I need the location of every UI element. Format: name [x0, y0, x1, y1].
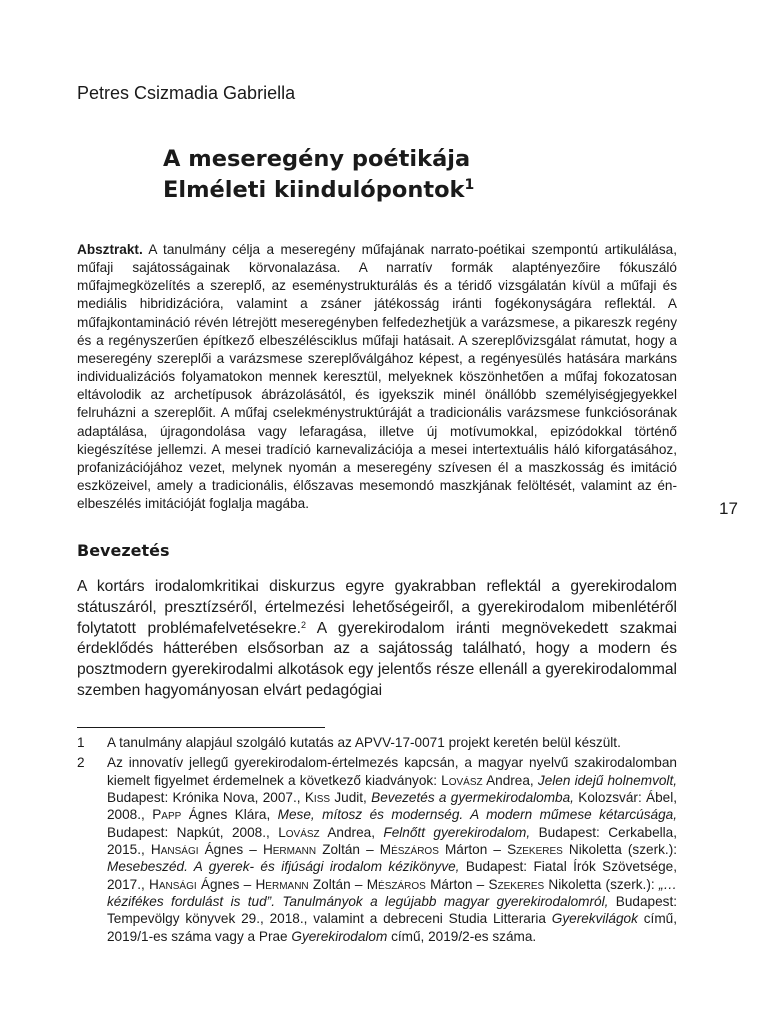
author-surname: Szekeres: [488, 876, 545, 892]
footnote-text-segment: Budapest: Fiatal Írók Szövetsége, 2017.,: [107, 859, 677, 892]
footnote-text-segment: Budapest: Napkút, 2008.,: [107, 824, 279, 840]
footnote-1: [77, 734, 677, 751]
footnote-number: 2: [77, 755, 85, 771]
footnote-separator: [77, 727, 325, 728]
footnote-text-segment: Nikoletta (szerk.):: [544, 876, 659, 892]
footnote-text-segment: Nikoletta (szerk.):: [562, 842, 677, 858]
footnote-text-segment: Ágnes Klára,: [181, 807, 278, 823]
footnote-text-segment: Budapest: Cerkabella, 2015.,: [107, 824, 678, 858]
body-footnote-ref: 2: [300, 619, 306, 630]
author-surname: Lovász: [441, 772, 483, 788]
citation-title: „…kézifékes fordulást is tud”. Tanulmányok a legújabb magyar gyerekirodalomról,: [107, 876, 678, 910]
citation-title: Mese, mítosz és modernség. A modern műmese kétarcúsága,: [277, 807, 677, 823]
footnote-number: 1: [77, 735, 85, 750]
footnote-2: [77, 754, 677, 945]
section-heading: Bevezetés: [77, 541, 170, 560]
paper-title: [163, 144, 643, 206]
footnote-text-segment: Andrea,: [319, 824, 384, 840]
footnote-text-segment: Judit,: [330, 790, 372, 806]
body-text-part-2: A gyerekirodalom iránti megnövekedett szakmai érdeklődés hátterében elsősorban az a sajátosság található, hogy a modern és posztmodern gyerekirodalmi alkotások egy jelentős része ellenáll a gyerekirodalommal szemben hagyományosan elvárt pedagógiai: [77, 619, 677, 699]
footnote-text-segment: című, 2019/1-es száma vagy a Prae: [107, 911, 677, 944]
page-number: 17: [719, 499, 738, 518]
author-surname: Mészáros: [366, 876, 426, 892]
body-text-part-1: A kortárs irodalomkritikai diskurzus egyre gyakrabban reflektál a gyerekirodalom státuszáról, presztízséről, értelmezési lehetőségeiről, a gyerekirodalom mibenlétéről folytatott problémafelvetésekre.: [77, 578, 677, 637]
title-line-1: A meseregény poétikája: [163, 146, 471, 172]
abstract-label: Absztrakt.: [77, 242, 143, 257]
citation-title: Bevezetés a gyermekirodalomba,: [371, 790, 574, 806]
footnote-text-segment: Ágnes –: [196, 876, 256, 892]
author-surname: Mészáros: [379, 842, 439, 858]
author-name: Petres Csizmadia Gabriella: [77, 83, 296, 103]
author-surname: Hansági: [149, 876, 197, 892]
author-surname: Hansági: [150, 842, 199, 858]
footnote-text-segment: Márton –: [425, 876, 489, 892]
title-line-2: [163, 175, 643, 206]
footnote-text-segment: Márton –: [438, 842, 508, 858]
author-surname: Hermann: [255, 876, 309, 892]
citation-title: Gyerekvilágok: [551, 911, 638, 927]
body-paragraph: [77, 577, 677, 702]
author-surname: Hermann: [262, 842, 317, 858]
footnote-text: [107, 754, 677, 945]
abstract-text: A tanulmány célja a meseregény műfajának narrato-poétikai szempontú artikulálása, műfaji sajátosságainak körvonalazása. A narratív formák alaptényezőire fókuszáló műfajmegközelítés a szereplő, az eseménystrukturálás és a téridő vizsgálatán kívül a műfaji és mediális hibridizációra, valamint a zsáner játékosság iránti fogékonyságára reflektál. A műfajkontamináció révén létrejött meseregényben felfedezhetjük a varázsmese, a pikareszk regény és a regényszerűen építkező elbeszélésciklus műfaji hatásait. A szereplővizsgálat rámutat, hogy a meseregény szereplői a varázsmese szereplőválgához képest, a regényesülés hatására markáns individualizációs folyamatokon mennek keresztül, melyeknek köszönhetően a műfaj fokozatosan eltávolodik az archetípusok ábrázolásától, és igyekszik minél önállóbb személyiségjegyekkel felruházni a szereplőit. A műfaj cselekménystruktúráját a tradicionális varázsmese funkciósorának adaptálása, újragondolása vagy lefaragása, illetve új motívumokkal, epizódokkal történő kiegészítése jellemzi. A mesei tradíció karnevalizációja a mesei intertextuális háló kiforgatásához, profanizációjához vezet, melynek nyomán a meseregény szívesen él a maszkosság és imitáció eszközeivel, amely a tradicionális, élőszavas mesemondó maszkjának felöltését, valamint az én-elbeszélés imitációját foglalja magába.: [77, 242, 677, 512]
citation-title: Gyerekirodalom: [291, 928, 388, 944]
footnote-text-segment: Andrea,: [482, 772, 538, 788]
footnote-text-segment: Az innovatív jellegű gyerekirodalom-értelmezés kapcsán, a magyar nyelvű szakirodalomban kiemelt figyelmet érdemelnek a következő kiadványok:: [107, 755, 677, 788]
footnote-text-segment: Budapest: Krónika Nova, 2007.,: [107, 790, 305, 806]
footnote-text-segment: Kolozsvár: Ábel, 2008.,: [107, 790, 678, 823]
citation-title: Jelen idejű holnemvolt,: [537, 772, 677, 788]
author-surname: Papp: [152, 807, 182, 823]
footnote-text-segment: Budapest: Tempevölgy könyvek 29., 2018., valamint a debreceni Studia Litteraria: [107, 894, 677, 927]
footnote-text-segment: Zoltán –: [316, 842, 380, 858]
title-footnote-ref: 1: [464, 177, 475, 193]
title-line-2-text: Elméleti kiindulópontok: [163, 177, 465, 203]
footnotes: [77, 734, 677, 948]
footnote-text-segment: A tanulmány alapjául szolgáló kutatás az APVV-17-0071 projekt keretén belül készült.: [107, 735, 621, 750]
citation-title: Felnőtt gyerekirodalom,: [383, 824, 531, 840]
author-surname: Lovász: [278, 824, 320, 840]
footnote-text-segment: Ágnes –: [198, 842, 263, 858]
author-surname: Szekeres: [507, 842, 563, 858]
citation-title: Mesebeszéd. A gyerek- és ifjúsági irodalom kézikönyve,: [107, 859, 460, 875]
footnote-text-segment: című, 2019/2-es száma.: [387, 928, 537, 944]
footnote-text: [107, 734, 677, 751]
abstract: [77, 241, 677, 513]
footnote-text-segment: Zoltán –: [308, 876, 367, 892]
author-surname: Kiss: [304, 790, 331, 806]
